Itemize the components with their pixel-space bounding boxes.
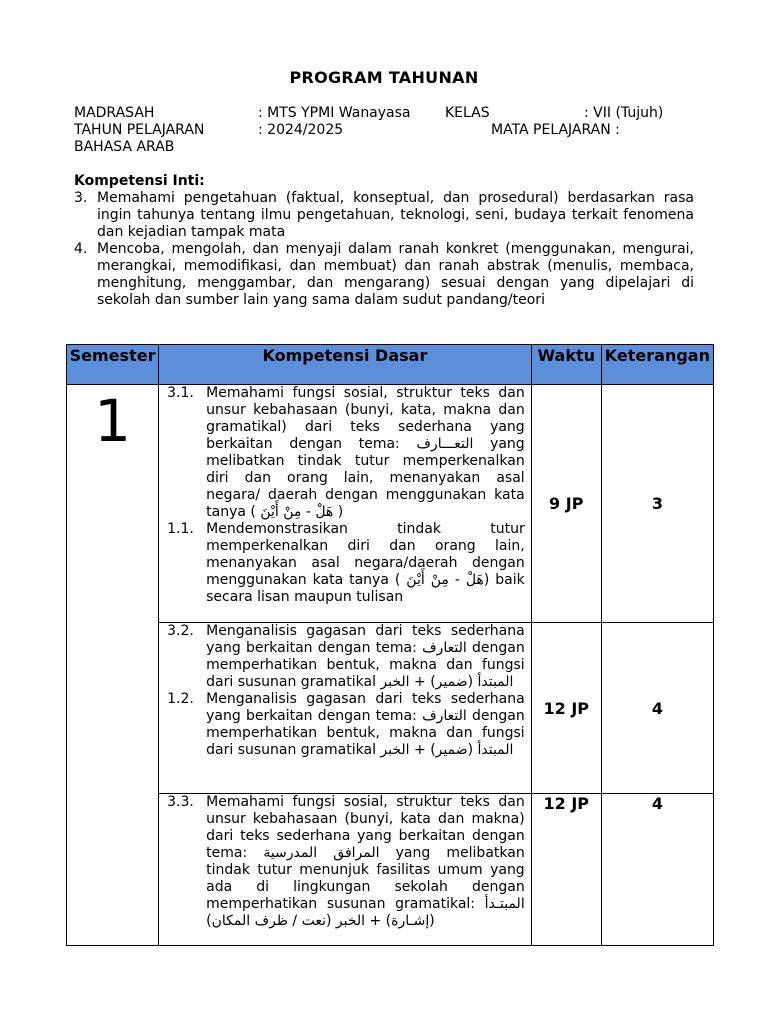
header-kompetensi-dasar: Kompetensi Dasar — [159, 345, 532, 385]
kd-arabic: التعارف — [422, 708, 467, 724]
kd-text: ) — [337, 504, 344, 520]
table-header-row — [67, 345, 714, 385]
kompetensi-inti-item — [74, 190, 694, 241]
kd-text: yang melibatkan tindak tutur menunjuk fasilitas umum yang ada di lingkungan sekolah dengan memperhatikan susunan gramatikal: — [206, 845, 525, 912]
madrasah-value: : MTS YPMI Wanayasa — [258, 105, 411, 121]
ki-text: Memahami pengetahuan (faktual, konseptual, dan prosedural) berdasarkan rasa ingin tahunya tentang ilmu pengetahuan, teknologi, seni, budaya terkait fenomena dan kejadian tampak mata — [97, 190, 694, 240]
tahun-value: : 2024/2025 — [258, 122, 344, 138]
kd-arabic: التعارف — [422, 640, 467, 656]
table-row — [67, 623, 714, 794]
kd-arabic: المرافق المدرسية — [263, 845, 380, 861]
kompetensi-inti-heading: Kompetensi Inti: — [74, 173, 205, 189]
ki-number: 3. — [74, 190, 88, 206]
kd-text: Memahami fungsi sosial, struktur teks dan unsur kebahasaan (bunyi, kata dan makna) dari teks sederhana yang berkaitan dengan tema: — [206, 794, 525, 861]
semester-number: 1 — [94, 387, 132, 455]
kd-text: ) baik secara lisan maupun tulisan — [206, 572, 525, 605]
kd-item — [165, 623, 525, 691]
keterangan-cell: 4 — [601, 794, 713, 946]
page-title: PROGRAM TAHUNAN — [289, 68, 479, 87]
kd-text: dengan memperhatikan bentuk, makna dan fungsi dari susunan gramatikal — [206, 708, 525, 758]
kd-arabic: هَلْ - مِنْ أَيْنَ — [406, 572, 484, 588]
kd-item — [165, 385, 525, 521]
waktu-cell: 12 JP — [531, 623, 601, 794]
mapel-value: BAHASA ARAB — [74, 139, 175, 155]
keterangan-cell: 3 — [601, 385, 713, 623]
semester-cell — [67, 385, 159, 946]
kd-arabic: هَلْ - مِنْ أَيْنَ — [260, 504, 334, 520]
kd-arabic: التعـــارف — [416, 436, 474, 452]
kd-number: 1.2. — [167, 691, 194, 707]
kelas-value: : VII (Tujuh) — [584, 105, 664, 121]
kd-cell — [159, 385, 532, 623]
kd-arabic: المبتـدأ (إشـارة) + الخبر (نعت / ظرف المكان) — [206, 896, 525, 929]
kd-text: Menganalisis gagasan dari teks sederhana yang berkaitan dengan tema: — [206, 691, 525, 724]
madrasah-label: MADRASAH — [74, 105, 155, 121]
kelas-label: KELAS — [445, 105, 490, 121]
kd-text: dengan memperhatikan bentuk, makna dan fungsi dari susunan gramatikal — [206, 640, 525, 690]
kd-cell — [159, 623, 532, 794]
kd-text: Menganalisis gagasan dari teks sederhana yang berkaitan dengan tema: — [206, 623, 525, 656]
waktu-cell: 12 JP — [531, 794, 601, 946]
header-waktu: Waktu — [531, 345, 601, 385]
kd-number: 3.3. — [167, 794, 194, 810]
kd-number: 1.1. — [167, 521, 194, 537]
kd-arabic: المبتدأ (ضمير) + الخبر — [380, 742, 514, 758]
kd-item — [165, 691, 525, 759]
kd-text: yang melibatkan tindak tutur memperkenalkan diri dan orang lain, menanyakan asal negara/ daerah dengan menggunakan kata tanya ( — [206, 436, 525, 520]
header-semester: Semester — [67, 345, 159, 385]
tahun-label: TAHUN PELAJARAN — [74, 122, 205, 138]
waktu-cell: 9 JP — [531, 385, 601, 623]
kd-arabic: المبتدأ (ضمير) + الخبر — [380, 674, 514, 690]
ki-number: 4. — [74, 241, 88, 257]
kd-item — [165, 794, 525, 930]
mapel-label: MATA PELAJARAN : — [491, 122, 620, 138]
header-keterangan: Keterangan — [601, 345, 713, 385]
kd-number: 3.2. — [167, 623, 194, 639]
kd-text: Memahami fungsi sosial, struktur teks dan unsur kebahasaan (bunyi, kata, makna dan gramatikal) dari teks sederhana yang berkaitan dengan tema: — [206, 385, 525, 452]
kd-item — [165, 521, 525, 606]
kd-number: 3.1. — [167, 385, 194, 401]
kd-text: Mendemonstrasikan tindak tutur memperkenalkan diri dan orang lain, menanyakan asal negara/daerah dengan menggunakan kata tanya ( — [206, 521, 525, 588]
keterangan-cell: 4 — [601, 623, 713, 794]
table-row — [67, 794, 714, 946]
kompetensi-inti-item — [74, 241, 694, 309]
ki-text: Mencoba, mengolah, dan menyaji dalam ranah konkret (menggunakan, mengurai, merangkai, memodifikasi, dan membuat) dan ranah abstrak (menulis, membaca, menghitung, menggambar, dan mengarang) sesuai dengan yang dipelajari di sekolah dan sumber lain yang sama dalam sudut pandang/teori — [97, 241, 694, 308]
program-table — [66, 344, 714, 946]
table-row — [67, 385, 714, 623]
kd-cell — [159, 794, 532, 946]
